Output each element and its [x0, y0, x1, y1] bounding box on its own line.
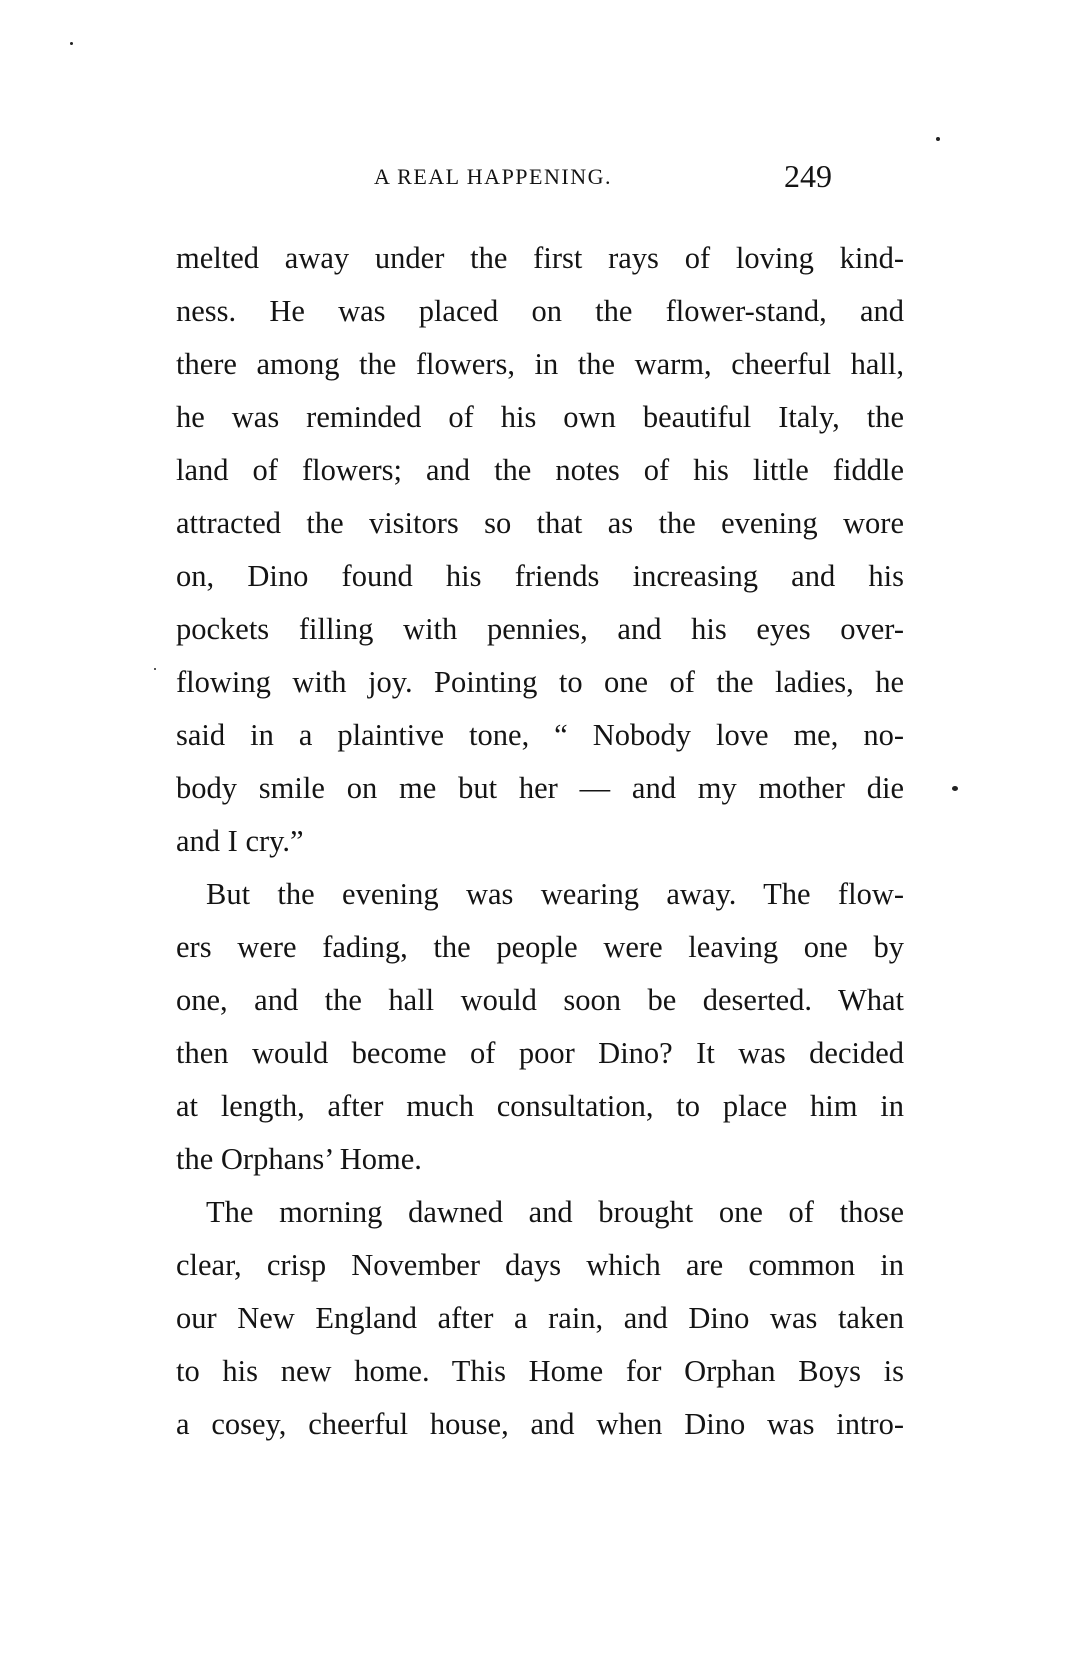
text-line: ness. He was placed on the flower-stand, and	[176, 294, 904, 328]
scan-speck	[154, 668, 156, 670]
text-line: then would become of poor Dino? It was decided	[176, 1036, 904, 1070]
text-line: But the evening was wearing away. The flow-	[206, 877, 904, 911]
scan-speck	[70, 42, 73, 45]
text-line: ers were fading, the people were leaving one by	[176, 930, 904, 964]
text-line: at length, after much consultation, to place him in	[176, 1089, 904, 1123]
text-line: land of flowers; and the notes of his little fiddle	[176, 453, 904, 487]
text-line: flowing with joy. Pointing to one of the ladies, he	[176, 665, 904, 699]
scan-speck	[952, 786, 958, 791]
text-line: he was reminded of his own beautiful Italy, the	[176, 400, 904, 434]
text-line: a cosey, cheerful house, and when Dino was intro-	[176, 1407, 904, 1441]
text-line: our New England after a rain, and Dino was taken	[176, 1301, 904, 1335]
text-line: to his new home. This Home for Orphan Boys is	[176, 1354, 904, 1388]
text-line: attracted the visitors so that as the evening wore	[176, 506, 904, 540]
text-line: melted away under the first rays of loving kind-	[176, 241, 904, 275]
text-line: The morning dawned and brought one of those	[206, 1195, 904, 1229]
text-line: there among the flowers, in the warm, cheerful hall,	[176, 347, 904, 381]
text-line: the Orphans’ Home.	[176, 1142, 422, 1176]
text-line: body smile on me but her — and my mother die	[176, 771, 904, 805]
text-line: one, and the hall would soon be deserted. What	[176, 983, 904, 1017]
text-line: pockets filling with pennies, and his eyes over-	[176, 612, 904, 646]
text-line: and I cry.”	[176, 824, 304, 858]
text-line: said in a plaintive tone, “ Nobody love me, no-	[176, 718, 904, 752]
page-header	[176, 160, 904, 196]
text-line: on, Dino found his friends increasing and his	[176, 559, 904, 593]
running-title: A REAL HAPPENING.	[374, 164, 612, 189]
body-text	[176, 232, 904, 1451]
scan-speck	[936, 137, 940, 141]
text-line: clear, crisp November days which are common in	[176, 1248, 904, 1282]
page-number: 249	[784, 158, 832, 194]
